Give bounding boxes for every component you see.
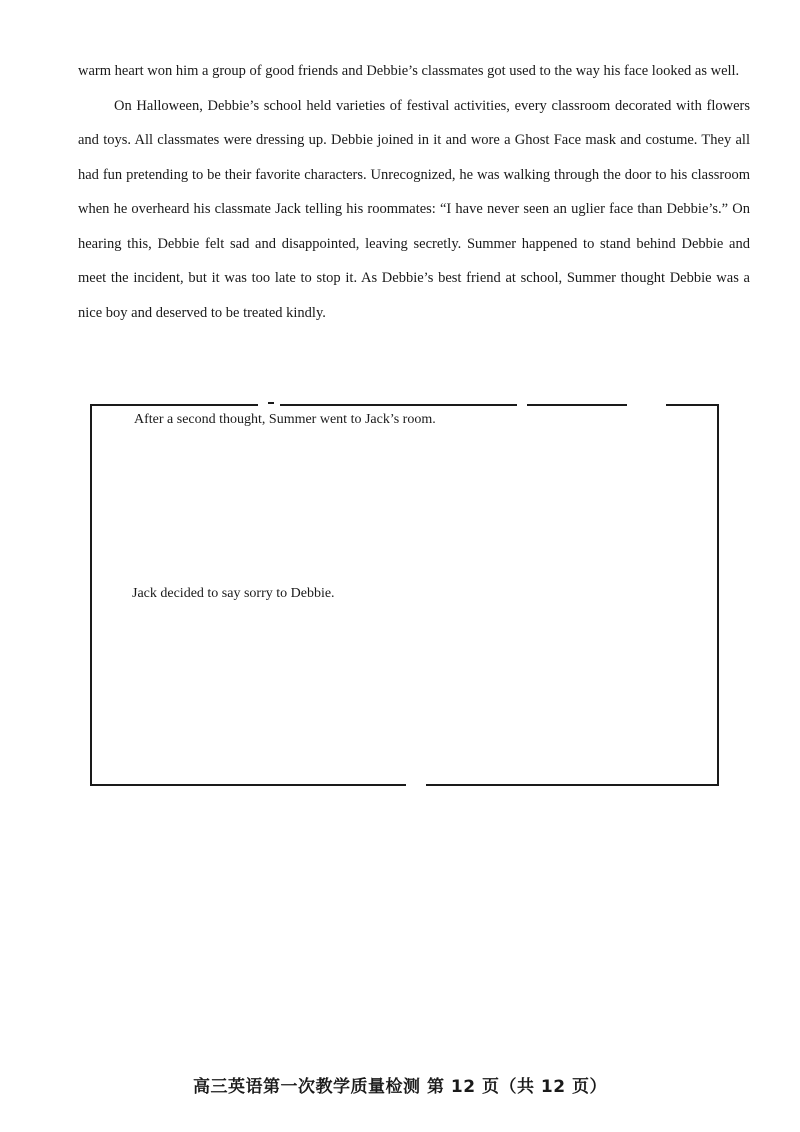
passage-paragraph-continuation: warm heart won him a group of good friends and Debbie’s classmates got used to the way his face looked as well. (78, 63, 740, 79)
reading-passage (78, 54, 750, 330)
box-border-mark (268, 402, 274, 404)
box-border-top (527, 404, 627, 406)
box-border-bottom (426, 784, 719, 786)
box-border-right (717, 404, 719, 786)
box-border-top (90, 404, 258, 406)
continuation-prompt-1: After a second thought, Summer went to Jack’s room. (134, 412, 436, 427)
box-border-top (280, 404, 517, 406)
box-border-left (90, 404, 92, 786)
passage-paragraph-halloween: On Halloween, Debbie’s school held varieties of festival activities, every classroom decorated with flowers and toys. All classmates were dressing up. Debbie joined in it and wore a Ghost Face mask and costume. They all had fun pretending to be their favorite characters. Unrecognized, he was walking through the door to his classroom when he overheard his classmate Jack telling his roommates: “I have never seen an uglier face than Debbie’s.” On hearing this, Debbie felt sad and disappointed, leaving secretly. Summer happened to stand behind Debbie and meet the incident, but it was too late to stop it. As Debbie’s best friend at school, Summer thought Debbie was a nice boy and deserved to be treated kindly. (78, 97, 750, 321)
page-footer: 高三英语第一次教学质量检测 第 12 页（共 12 页） (193, 1077, 607, 1097)
writing-answer-box[interactable] (90, 404, 719, 784)
box-border-bottom (90, 784, 406, 786)
continuation-prompt-2: Jack decided to say sorry to Debbie. (132, 586, 335, 601)
box-border-top (666, 404, 719, 406)
